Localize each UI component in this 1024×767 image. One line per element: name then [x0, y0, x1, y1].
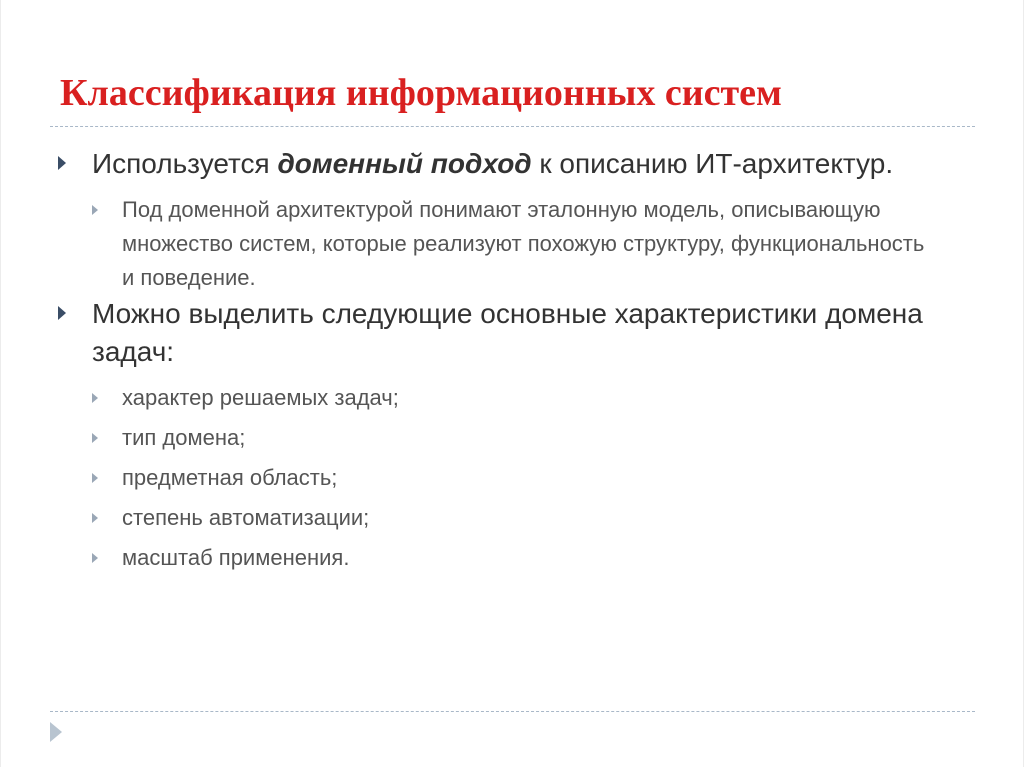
bullet-emphasis: доменный подход	[277, 148, 532, 179]
footer-divider	[50, 711, 975, 712]
slide-content	[58, 145, 928, 575]
sub-bullet-text: Под доменной архитектурой понимают эталонную модель, описывающую множество систем, которые реализуют похожую структуру, функциональность и поведение.	[122, 197, 925, 290]
sub-bullet-text: тип домена;	[122, 425, 246, 450]
sub-bullet-item	[58, 461, 928, 495]
bullet-text-after: к описанию ИТ-архитектур.	[531, 148, 894, 179]
triangle-right-icon	[92, 205, 98, 215]
sub-bullet-text: степень автоматизации;	[122, 505, 370, 530]
triangle-right-icon	[92, 553, 98, 563]
sub-bullet-item	[58, 421, 928, 455]
triangle-right-icon	[92, 433, 98, 443]
slide-title: Классификация информационных систем	[60, 72, 782, 114]
triangle-right-icon	[58, 156, 66, 170]
bullet-domain-approach	[58, 145, 928, 183]
triangle-right-icon	[92, 513, 98, 523]
title-divider	[50, 126, 975, 127]
sub-bullet-item	[58, 541, 928, 575]
triangle-right-icon	[50, 722, 62, 742]
triangle-right-icon	[58, 306, 66, 320]
sub-bullet-text: масштаб применения.	[122, 545, 350, 570]
bullet-characteristics	[58, 295, 928, 371]
bullet-text-before: Используется	[92, 148, 278, 179]
sub-bullet-definition	[58, 193, 928, 295]
triangle-right-icon	[92, 393, 98, 403]
sub-bullet-text: характер решаемых задач;	[122, 385, 399, 410]
bullet-text: Можно выделить следующие основные характеристики домена задач:	[92, 298, 923, 367]
triangle-right-icon	[92, 473, 98, 483]
sub-bullet-item	[58, 381, 928, 415]
sub-bullet-item	[58, 501, 928, 535]
sub-bullet-text: предметная область;	[122, 465, 338, 490]
